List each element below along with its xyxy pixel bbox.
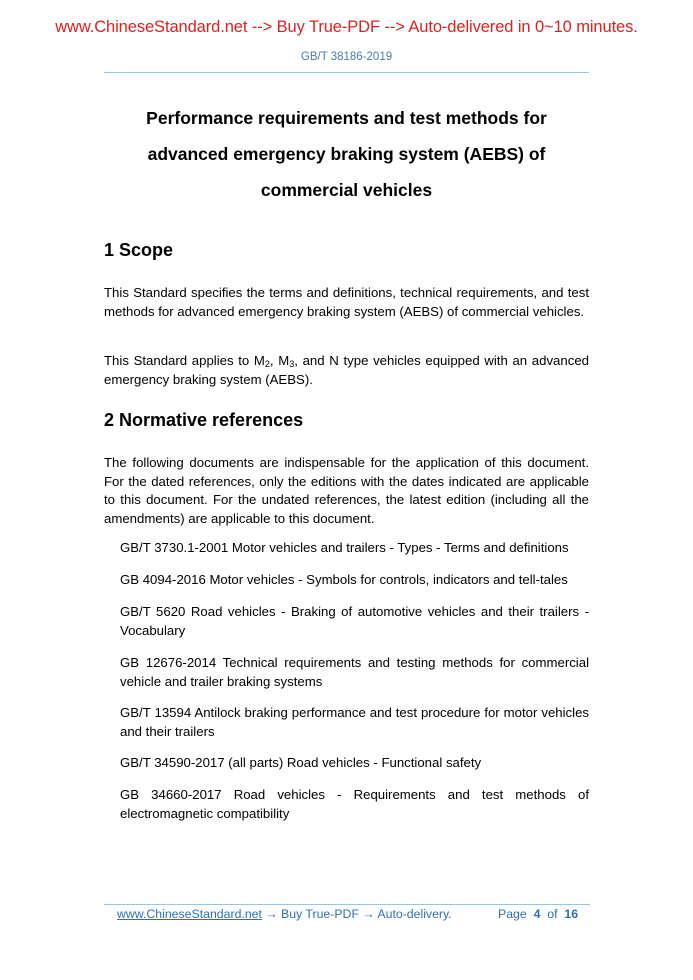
subscript-2: 2 bbox=[264, 359, 270, 369]
title-line-3: commercial vehicles bbox=[260, 180, 433, 200]
scope-p2-text-a: This Standard applies to M bbox=[104, 353, 265, 368]
footer-tail-text: → Buy True-PDF → Auto-delivery. bbox=[261, 907, 452, 921]
footer-website-link[interactable]: www.ChineseStandard.net bbox=[117, 907, 262, 921]
reference-item: GB/T 5620 Road vehicles - Braking of automotive vehicles and their trailers - Vocabulary bbox=[120, 604, 589, 638]
subscript-3: 3 bbox=[289, 359, 295, 369]
reference-item: GB 34660-2017 Road vehicles - Requirements and test methods of electromagnetic compatibility bbox=[120, 787, 589, 821]
scope-paragraph-2 bbox=[104, 352, 589, 389]
page-label: Page bbox=[498, 907, 527, 921]
scope-p2-text-b: , M bbox=[269, 353, 290, 368]
title-line-1: Performance requirements and test methods for bbox=[146, 108, 547, 128]
document-title bbox=[80, 100, 613, 208]
title-line-2: advanced emergency braking system (AEBS) of bbox=[147, 144, 546, 164]
page-current: 4 bbox=[533, 907, 541, 921]
reference-item: GB 4094-2016 Motor vehicles - Symbols for controls, indicators and tell-tales bbox=[120, 572, 568, 587]
document-code: GB/T 38186-2019 bbox=[300, 51, 393, 63]
page-of-label: of bbox=[547, 907, 558, 921]
scope-paragraph-1: This Standard specifies the terms and definitions, technical requirements, and test methods for advanced emergency braking system (AEBS) of commercial vehicles. bbox=[104, 285, 589, 319]
section-heading-normative-references: 2 Normative references bbox=[104, 410, 304, 430]
footer-divider bbox=[104, 904, 590, 905]
section-heading-scope: 1 Scope bbox=[104, 240, 174, 260]
page-indicator bbox=[498, 907, 578, 921]
reference-item: GB 12676-2014 Technical requirements and testing methods for commercial vehicle and trailer braking systems bbox=[120, 655, 589, 689]
page-total: 16 bbox=[564, 907, 579, 921]
reference-item: GB/T 13594 Antilock braking performance and test procedure for motor vehicles and their trailers bbox=[120, 705, 589, 739]
reference-item: GB/T 34590-2017 (all parts) Road vehicles - Functional safety bbox=[120, 755, 482, 770]
promo-banner: www.ChineseStandard.net --> Buy True-PDF --> Auto-delivered in 0~10 minutes. bbox=[55, 18, 638, 36]
references-intro: The following documents are indispensable for the application of this document. For the dated references, only the editions with the dates indicated are applicable to this document. For the undated references, the latest edition (including all the amendments) are applicable to this document. bbox=[104, 455, 589, 526]
header-divider bbox=[104, 72, 589, 73]
scope-p2-text-c: , and N type vehicles equipped with an advanced emergency braking system (AEBS). bbox=[104, 353, 589, 387]
page-footer bbox=[117, 907, 587, 921]
reference-item: GB/T 3730.1-2001 Motor vehicles and trailers - Types - Terms and definitions bbox=[120, 540, 569, 555]
